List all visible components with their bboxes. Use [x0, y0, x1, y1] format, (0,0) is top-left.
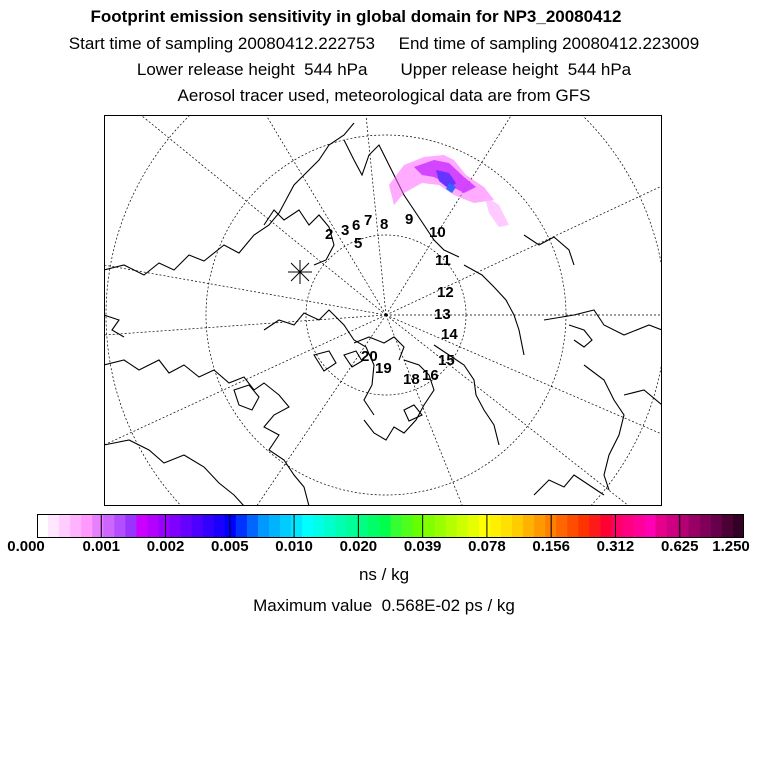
colorbar-cell — [534, 514, 545, 538]
colorbar-cell — [37, 514, 48, 538]
colorbar-cell — [103, 514, 114, 538]
trajectory-label-8: 8 — [380, 216, 389, 233]
colorbar-cell — [269, 514, 280, 538]
trajectory-label-18: 18 — [403, 371, 420, 388]
colorbar-cell — [689, 514, 700, 538]
release-height-line: Lower release height 544 hPa Upper release height 544 hPa — [136, 60, 632, 79]
maximum-value-label: Maximum value 0.568E-02 ps / kg — [253, 596, 515, 615]
colorbar-tick-label: 0.010 — [275, 538, 313, 555]
colorbar-cell — [379, 514, 390, 538]
colorbar-cell — [722, 514, 733, 538]
colorbar-cell — [600, 514, 611, 538]
colorbar-cell — [236, 514, 247, 538]
sampling-time-line: Start time of sampling 20080412.222753 End time of sampling 20080412.223009 — [68, 34, 700, 53]
colorbar-cell — [501, 514, 512, 538]
colorbar-cell — [578, 514, 589, 538]
colorbar-cell — [490, 514, 501, 538]
colorbar-tick-label: 0.000 — [7, 538, 45, 555]
trajectory-label-15: 15 — [438, 352, 455, 369]
colorbar-cell — [733, 514, 744, 538]
colorbar-cell — [667, 514, 678, 538]
colorbar-cell — [468, 514, 479, 538]
colorbar-tick-label: 0.039 — [403, 538, 442, 555]
colorbar-cell — [424, 514, 435, 538]
colorbar-cell — [324, 514, 335, 538]
colorbar-cell — [711, 514, 722, 538]
trajectory-label-3: 3 — [341, 222, 350, 239]
polar-map — [104, 115, 662, 506]
colorbar-cell — [368, 514, 379, 538]
release-location-star — [288, 260, 312, 284]
colorbar-cell — [479, 514, 490, 538]
colorbar-cell — [435, 514, 446, 538]
colorbar-cell — [92, 514, 103, 538]
colorbar-cell — [225, 514, 236, 538]
colorbar-cell — [136, 514, 147, 538]
colorbar-cell — [302, 514, 313, 538]
trajectory-label-7: 7 — [364, 212, 373, 229]
colorbar-cell — [556, 514, 567, 538]
colorbar-cell — [59, 514, 70, 538]
colorbar-tick-label: 0.312 — [596, 538, 635, 555]
colorbar-cell — [656, 514, 667, 538]
colorbar-cell — [291, 514, 302, 538]
colorbar-tick-label: 0.005 — [211, 538, 249, 555]
colorbar-cell — [700, 514, 711, 538]
colorbar-tick-label: 0.156 — [532, 538, 570, 555]
map-title: Footprint emission sensitivity in global domain for NP3_20080412 — [90, 7, 622, 26]
colorbar-cell — [258, 514, 269, 538]
colorbar-cell — [523, 514, 534, 538]
colorbar-cell — [181, 514, 192, 538]
colorbar-tick-label: 1.250 — [712, 538, 750, 555]
color-scale-bar — [37, 514, 744, 538]
trajectory-label-6: 6 — [352, 217, 361, 234]
colorbar-tick-label: 0.078 — [468, 538, 506, 555]
colorbar-cell — [335, 514, 346, 538]
colorbar-cell — [313, 514, 324, 538]
colorbar-cell — [391, 514, 402, 538]
trajectory-label-13: 13 — [434, 306, 451, 323]
tracer-info-line: Aerosol tracer used, meteorological data are from GFS — [177, 86, 591, 105]
colorbar-cell — [70, 514, 81, 538]
colorbar-cell — [214, 514, 225, 538]
colorbar-cell — [81, 514, 92, 538]
colorbar-cell — [357, 514, 368, 538]
trajectory-label-2: 2 — [325, 226, 334, 243]
colorbar-tick-label: 0.625 — [660, 538, 699, 555]
trajectory-label-11: 11 — [435, 252, 451, 269]
trajectory-label-14: 14 — [441, 326, 458, 343]
colorbar-cell — [280, 514, 291, 538]
colorbar-tick-label: 0.001 — [82, 538, 121, 555]
trajectory-label-20: 20 — [361, 348, 378, 365]
colorbar-cell — [170, 514, 181, 538]
trajectory-label-16: 16 — [422, 367, 439, 384]
colorbar-tick-label: 0.020 — [339, 538, 378, 555]
colorbar-cell — [446, 514, 457, 538]
colorbar-cell — [247, 514, 258, 538]
trajectory-label-19: 19 — [375, 360, 392, 377]
colorbar-cell — [203, 514, 214, 538]
colorbar-cell — [645, 514, 656, 538]
trajectory-label-9: 9 — [405, 211, 414, 228]
colorbar-cell — [402, 514, 413, 538]
colorbar-cell — [346, 514, 357, 538]
colorbar-cell — [622, 514, 633, 538]
colorbar-cell — [457, 514, 468, 538]
colorbar-cell — [634, 514, 645, 538]
colorbar-cell — [114, 514, 125, 538]
colorbar-cell — [611, 514, 622, 538]
trajectory-label-5: 5 — [354, 235, 363, 252]
colorbar-units: ns / kg — [358, 565, 410, 584]
colorbar-tick-label: 0.002 — [146, 538, 185, 555]
colorbar-cell — [125, 514, 136, 538]
trajectory-label-12: 12 — [437, 284, 454, 301]
colorbar-cell — [567, 514, 578, 538]
colorbar-cell — [589, 514, 600, 538]
colorbar-cell — [48, 514, 59, 538]
colorbar-cell — [159, 514, 170, 538]
colorbar-cell — [192, 514, 203, 538]
colorbar-cell — [147, 514, 158, 538]
trajectory-label-10: 10 — [429, 224, 446, 241]
colorbar-cell — [512, 514, 523, 538]
